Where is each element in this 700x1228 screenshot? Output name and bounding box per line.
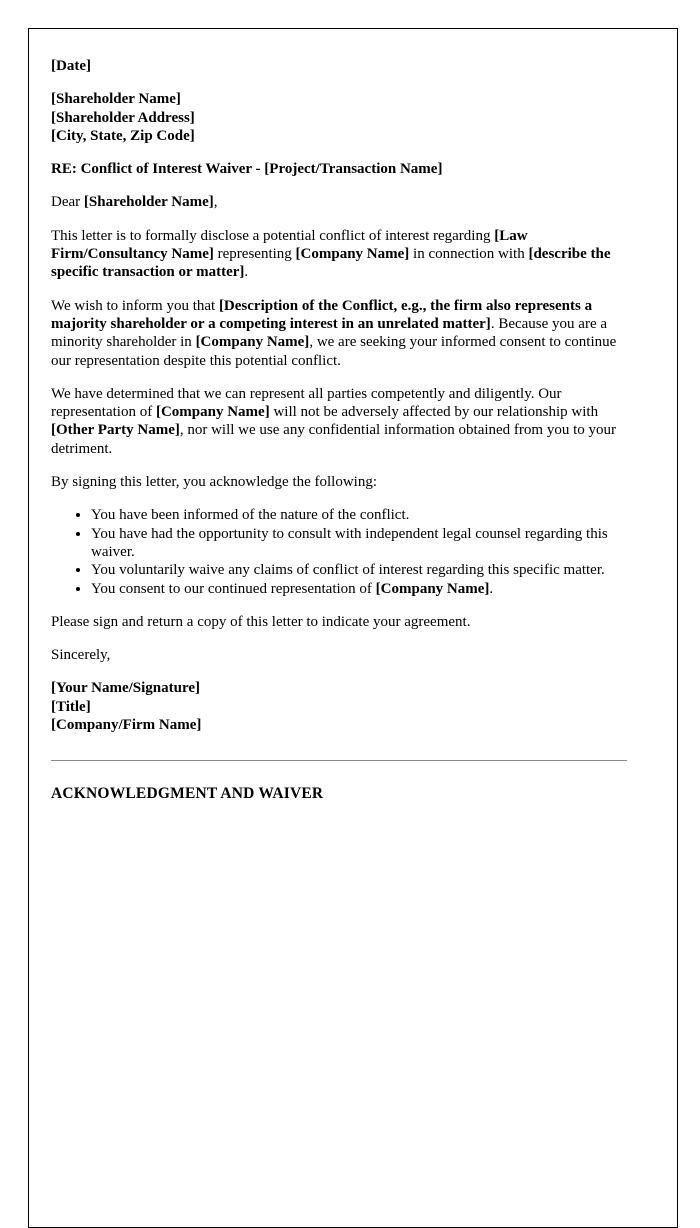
paragraph-conflict-description: We wish to inform you that [Description of the Conflict, e.g., the firm also represents a majority shareholder or a competing interest in an unrelated matter]. Because you are a minority shareholder in [Company Name], we are seeking your informed consent to continue our representation despite this potential conflict.	[51, 297, 617, 369]
paragraph-acknowledge-intro: By signing this letter, you acknowledge the following:	[51, 474, 378, 491]
acknowledgment-heading: ACKNOWLEDGMENT AND WAIVER	[51, 785, 324, 803]
list-item-counsel: • You have had the opportunity to consult with independent legal counsel regarding this waiver.	[91, 525, 635, 562]
paragraph-representation: We have determined that we can represent all parties competently and diligently. Our representation of [Company Name] will not be adversely affected by our relationship with [Other Party Name], nor will we use any confidential information obtained from you to your detriment.	[51, 385, 616, 457]
signature-name: [Your Name/Signature]	[51, 680, 201, 697]
salutation: Dear [Shareholder Name],	[51, 194, 218, 211]
closing-salutation: Sincerely,	[51, 647, 111, 664]
signature-block	[51, 679, 635, 734]
signature-title: [Title]	[51, 698, 91, 715]
signature-company: [Company/Firm Name]	[51, 717, 202, 734]
list-item-informed: • You have been informed of the nature of the conflict.	[91, 506, 635, 524]
acknowledgment-list	[51, 506, 635, 597]
list-item-consent: • You consent to our continued representation of [Company Name].	[91, 580, 635, 598]
letter-document	[28, 28, 678, 1228]
section-divider	[51, 760, 627, 761]
list-item-waive: • You voluntarily waive any claims of conflict of interest regarding this specific matter.	[91, 561, 635, 579]
paragraph-disclosure: This letter is to formally disclose a potential conflict of interest regarding [Law Firm/Consultancy Name] representing [Company Name] in connection with [describe the specific transaction or matter].	[51, 227, 611, 281]
closing-request: Please sign and return a copy of this letter to indicate your agreement.	[51, 613, 471, 630]
recipient-name: [Shareholder Name]	[51, 91, 181, 108]
date-line: [Date]	[51, 58, 91, 74]
recipient-address: [Shareholder Address]	[51, 109, 195, 126]
recipient-block	[51, 90, 635, 145]
subject-line: RE: Conflict of Interest Waiver - [Project/Transaction Name]	[51, 161, 443, 178]
recipient-city-state-zip: [City, State, Zip Code]	[51, 127, 195, 144]
